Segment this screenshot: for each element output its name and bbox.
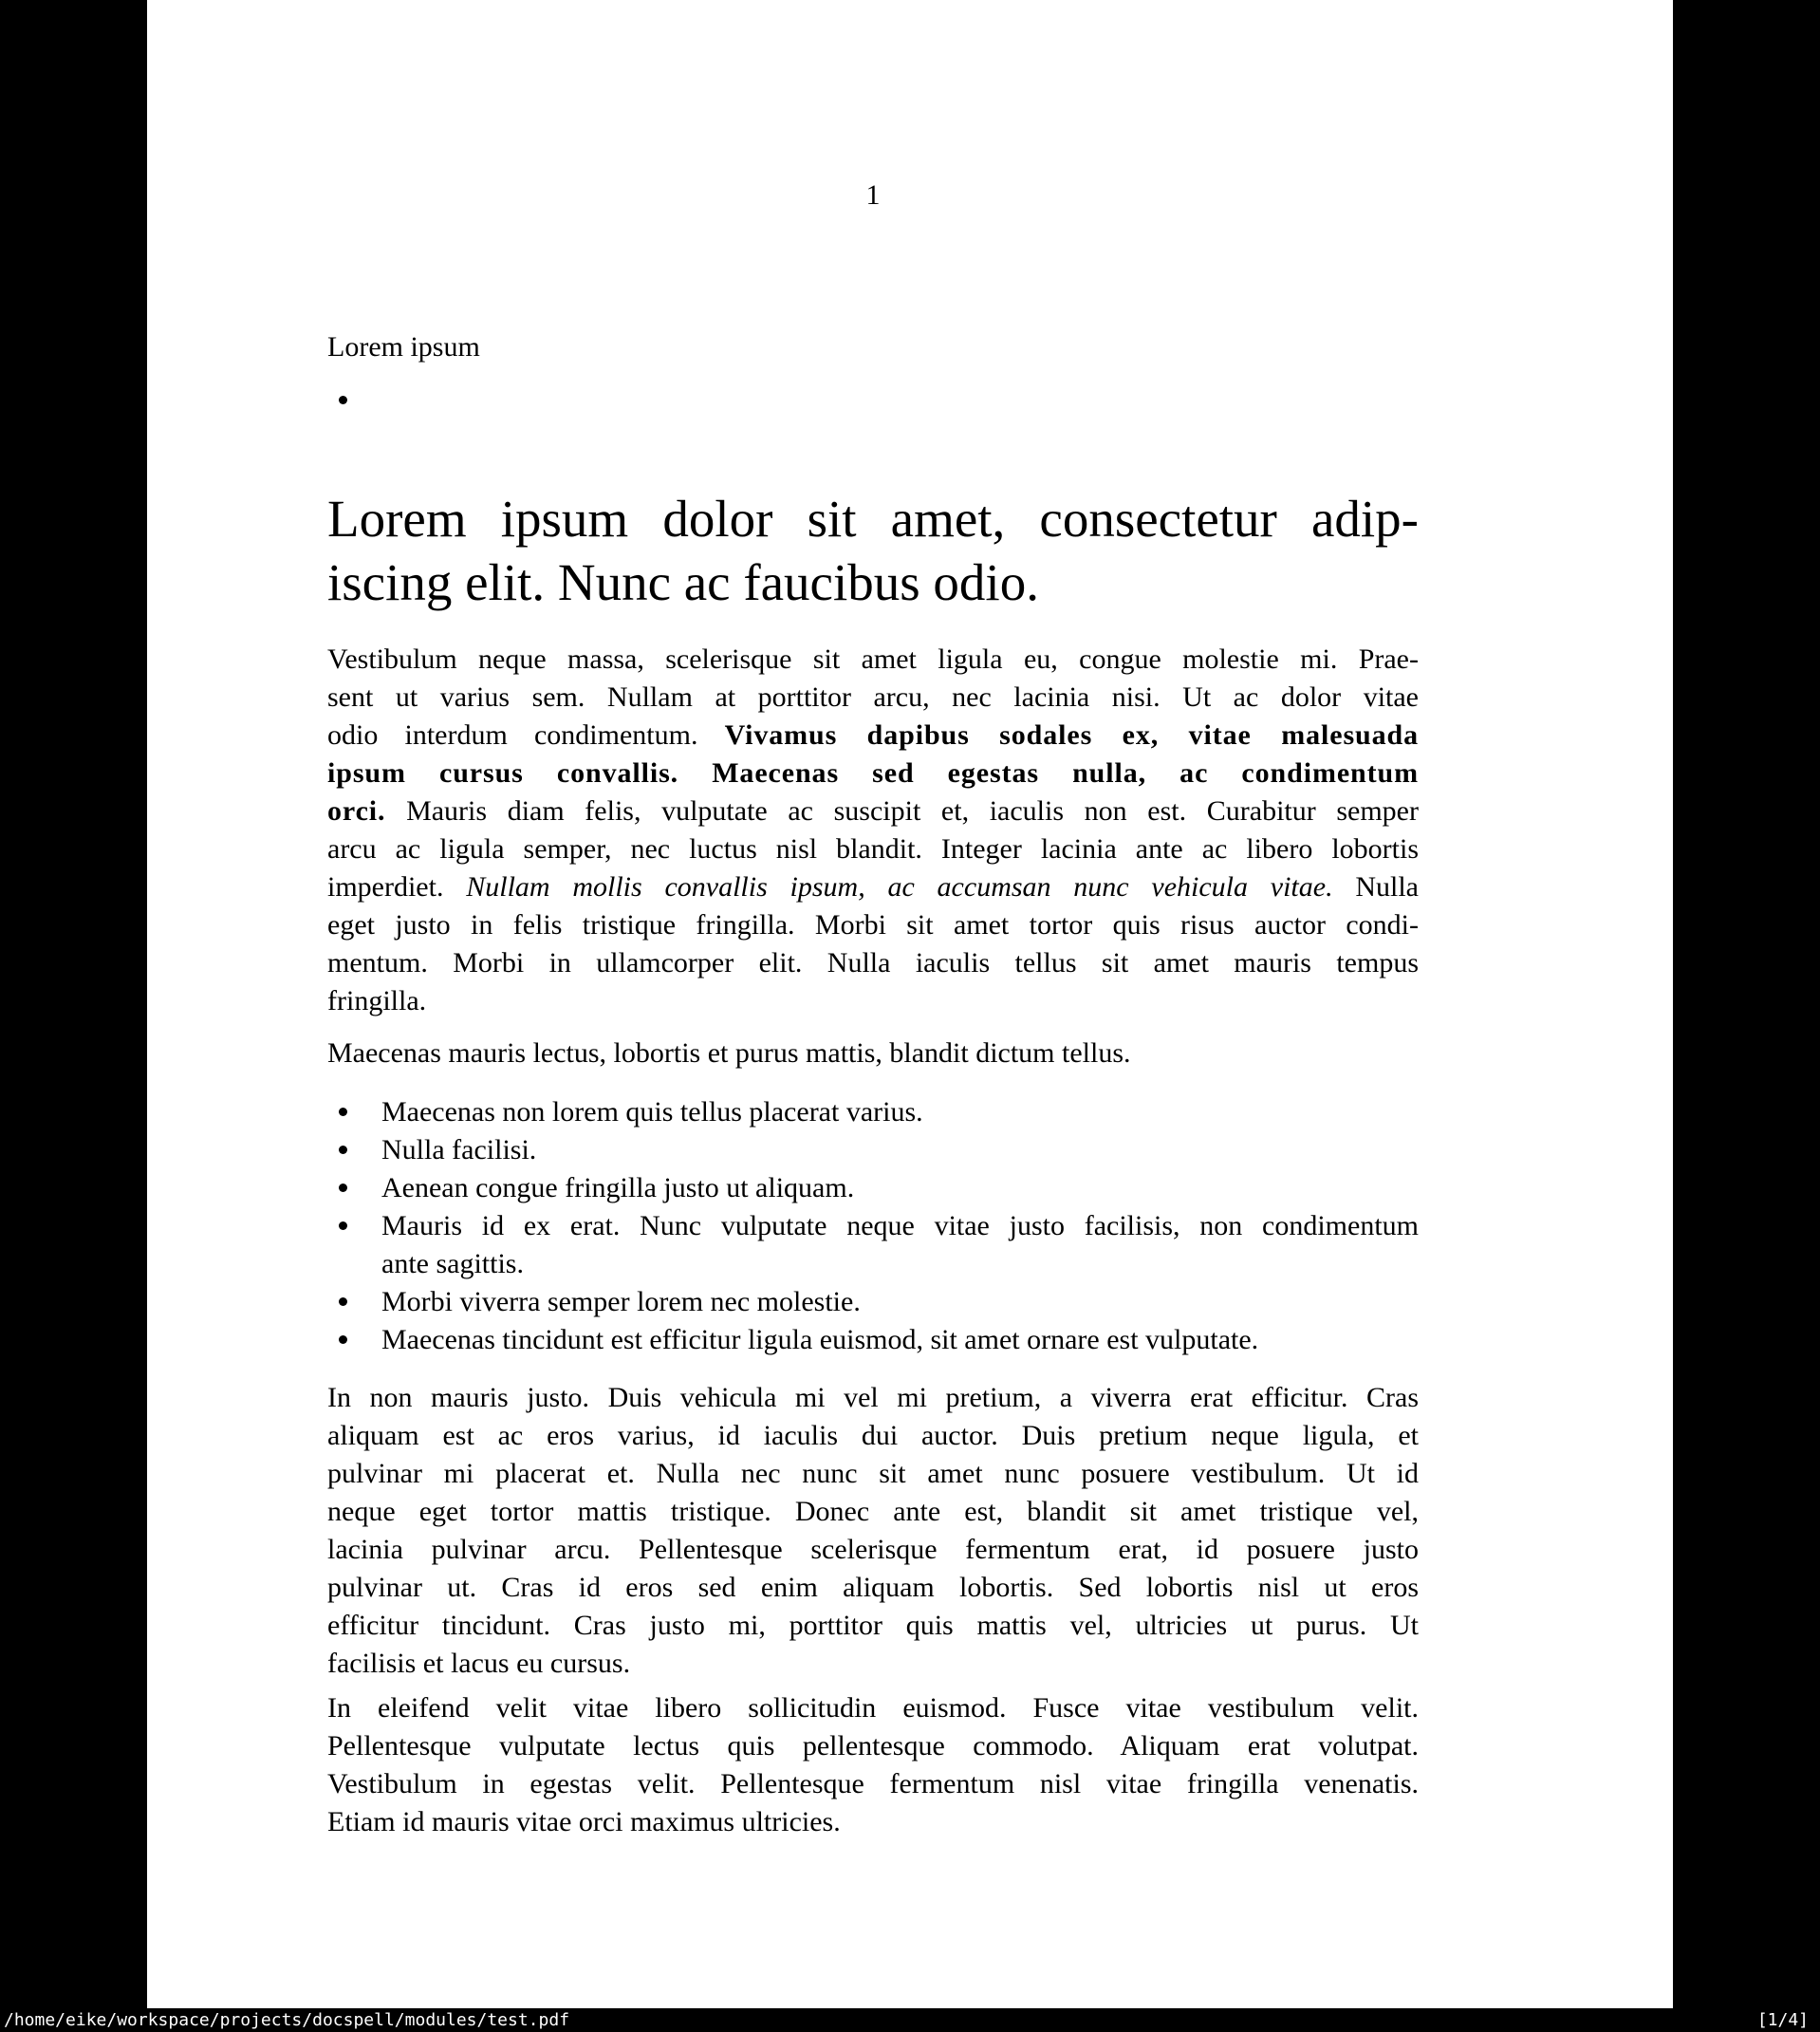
body-text: Vestibulum in egestas velit. Pellentesque fermentum nisl vitae fringilla venenatis. bbox=[327, 1768, 1419, 1799]
body-text: mentum. Morbi in ullamcorper elit. Nulla iaculis tellus sit amet mauris tempus bbox=[327, 947, 1419, 979]
italic-text: Nullam mollis convallis ipsum, ac accumsan nunc vehicula vitae. bbox=[466, 871, 1333, 903]
statusbar-page-indicator: [1/4] bbox=[1756, 2010, 1809, 2030]
text-line bbox=[327, 792, 1419, 830]
list-item bbox=[327, 1169, 1419, 1207]
list-item bbox=[327, 1321, 1419, 1359]
text-line bbox=[381, 1093, 1419, 1131]
text-line bbox=[327, 755, 1419, 792]
text-line bbox=[327, 1727, 1419, 1765]
text-line bbox=[381, 1283, 1419, 1321]
text-line bbox=[327, 1531, 1419, 1569]
bold-text: ipsum cursus convallis. Maecenas sed egestas nulla, ac condimentum bbox=[327, 757, 1419, 789]
body-text: Mauris id ex erat. Nunc vulputate neque vitae justo facilisis, non condimentum bbox=[381, 1210, 1419, 1241]
list-item-text bbox=[381, 1093, 1419, 1131]
text-line bbox=[327, 641, 1419, 679]
body-text: Maecenas tincidunt est efficitur ligula euismod, sit amet ornare est vulputate. bbox=[381, 1324, 1259, 1355]
bullet-icon bbox=[339, 1335, 347, 1344]
body-text: In non mauris justo. Duis vehicula mi vel mi pretium, a viverra erat efficitur. Cras bbox=[327, 1382, 1419, 1413]
bullet-icon bbox=[339, 1297, 347, 1306]
paragraph bbox=[327, 1379, 1419, 1683]
text-line bbox=[327, 1645, 1419, 1683]
paragraph bbox=[327, 641, 1419, 1020]
section-heading bbox=[327, 487, 1419, 614]
text-line bbox=[327, 1607, 1419, 1645]
text-line bbox=[327, 717, 1419, 755]
body-text: Lorem ipsum dolor sit amet, consectetur adip- bbox=[327, 490, 1419, 548]
text-line bbox=[327, 1035, 1419, 1072]
body-text: ante sagittis. bbox=[381, 1248, 524, 1279]
bold-text: Vivamus dapibus sodales ex, vitae malesuada bbox=[724, 719, 1419, 751]
heading-line bbox=[327, 487, 1419, 550]
body-text: facilisis et lacus eu cursus. bbox=[327, 1648, 631, 1679]
body-text: Nulla facilisi. bbox=[381, 1134, 537, 1165]
statusbar bbox=[0, 2008, 1820, 2032]
body-text: Etiam id mauris vitae orci maximus ultricies. bbox=[327, 1806, 841, 1837]
page-number: 1 bbox=[865, 179, 881, 211]
document-flow bbox=[327, 641, 1419, 1841]
text-line bbox=[381, 1131, 1419, 1169]
body-text: In eleifend velit vitae libero sollicitudin euismod. Fusce vitae vestibulum velit. bbox=[327, 1692, 1419, 1724]
text-column bbox=[327, 177, 1419, 1841]
list-item-text bbox=[381, 1169, 1419, 1207]
body-text: arcu ac ligula semper, nec luctus nisl blandit. Integer lacinia ante ac libero lobortis bbox=[327, 833, 1419, 865]
document-page[interactable] bbox=[147, 0, 1673, 2008]
text-line bbox=[327, 679, 1419, 717]
body-text: lacinia pulvinar arcu. Pellentesque scelerisque fermentum erat, id posuere justo bbox=[327, 1534, 1419, 1565]
intro-label: Lorem ipsum bbox=[327, 331, 480, 363]
bullet-icon bbox=[339, 396, 347, 404]
bullet-icon bbox=[339, 1184, 347, 1192]
body-text: Mauris diam felis, vulputate ac suscipit et, iaculis non est. Curabitur semper bbox=[385, 795, 1419, 827]
body-text: sent ut varius sem. Nullam at porttitor arcu, nec lacinia nisi. Ut ac dolor vitae bbox=[327, 681, 1419, 713]
body-text: iscing elit. Nunc ac faucibus odio. bbox=[327, 553, 1039, 611]
bullet-icon bbox=[339, 1146, 347, 1154]
bullet-icon bbox=[339, 1108, 347, 1116]
list-item-text bbox=[381, 1207, 1419, 1283]
body-text: Morbi viverra semper lorem nec molestie. bbox=[381, 1286, 861, 1317]
body-text: neque eget tortor mattis tristique. Donec ante est, blandit sit amet tristique vel, bbox=[327, 1496, 1419, 1527]
text-line bbox=[327, 1417, 1419, 1455]
paragraph bbox=[327, 1689, 1419, 1841]
body-text: eget justo in felis tristique fringilla. Morbi sit amet tortor quis risus auctor condi- bbox=[327, 909, 1419, 941]
text-line bbox=[327, 906, 1419, 944]
body-text: aliquam est ac eros varius, id iaculis dui auctor. Duis pretium neque ligula, et bbox=[327, 1420, 1419, 1451]
body-text: fringilla. bbox=[327, 985, 427, 1016]
list-item-text bbox=[381, 1321, 1419, 1359]
list-item bbox=[327, 1283, 1419, 1321]
text-line bbox=[327, 1803, 1419, 1841]
bullet-icon bbox=[339, 1221, 347, 1230]
body-text: odio interdum condimentum. bbox=[327, 719, 725, 751]
text-line bbox=[327, 830, 1419, 868]
body-text: Maecenas non lorem quis tellus placerat varius. bbox=[381, 1096, 923, 1128]
body-text: imperdiet. bbox=[327, 871, 467, 903]
text-line bbox=[327, 1493, 1419, 1531]
bullet-list bbox=[327, 1093, 1419, 1359]
list-item bbox=[327, 1131, 1419, 1169]
body-text: Nulla bbox=[1332, 871, 1419, 903]
text-line bbox=[327, 1765, 1419, 1803]
body-text: pulvinar ut. Cras id eros sed enim aliquam lobortis. Sed lobortis nisl ut eros bbox=[327, 1572, 1419, 1603]
heading-line bbox=[327, 550, 1419, 614]
body-text: efficitur tincidunt. Cras justo mi, porttitor quis mattis vel, ultricies ut purus. Ut bbox=[327, 1610, 1419, 1641]
statusbar-file-path: /home/eike/workspace/projects/docspell/modules/test.pdf bbox=[4, 2010, 570, 2030]
text-line bbox=[381, 1169, 1419, 1207]
text-line bbox=[381, 1245, 1419, 1283]
text-line bbox=[327, 868, 1419, 906]
body-text: Pellentesque vulputate lectus quis pellentesque commodo. Aliquam erat volutpat. bbox=[327, 1730, 1419, 1762]
text-line bbox=[327, 1379, 1419, 1417]
body-text: Maecenas mauris lectus, lobortis et purus mattis, blandit dictum tellus. bbox=[327, 1037, 1131, 1069]
body-text: pulvinar mi placerat et. Nulla nec nunc sit amet nunc posuere vestibulum. Ut id bbox=[327, 1458, 1419, 1489]
text-line bbox=[327, 1455, 1419, 1493]
body-text: Vestibulum neque massa, scelerisque sit amet ligula eu, congue molestie mi. Prae- bbox=[327, 643, 1419, 675]
text-line bbox=[327, 982, 1419, 1020]
text-line bbox=[327, 944, 1419, 982]
paragraph bbox=[327, 1035, 1419, 1072]
list-item-text bbox=[381, 1131, 1419, 1169]
text-line bbox=[327, 1569, 1419, 1607]
text-line bbox=[327, 1689, 1419, 1727]
empty-list-item bbox=[327, 396, 1419, 434]
list-item-text bbox=[381, 1283, 1419, 1321]
list-item bbox=[327, 1093, 1419, 1131]
body-text: Aenean congue fringilla justo ut aliquam. bbox=[381, 1172, 855, 1203]
list-item bbox=[327, 1207, 1419, 1283]
bold-text: orci. bbox=[327, 795, 386, 827]
text-line bbox=[381, 1321, 1419, 1359]
text-line bbox=[381, 1207, 1419, 1245]
